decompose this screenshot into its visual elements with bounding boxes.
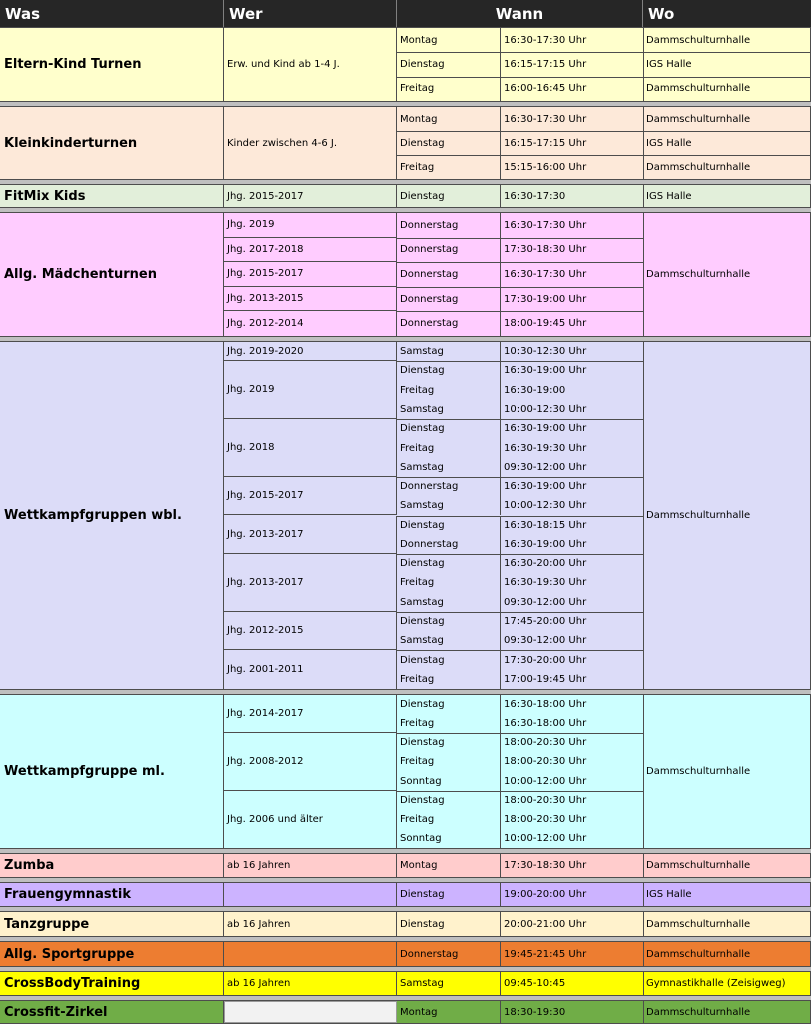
group-allg-madchenturnen [0, 212, 811, 337]
time-cell: 16:30-19:30 Uhr [504, 577, 587, 589]
day-cell: Donnerstag [397, 311, 501, 336]
day-cell: Freitag [397, 714, 501, 733]
time-cell: 16:30-17:30 [504, 190, 566, 202]
day-cell: Samstag [397, 972, 501, 995]
wo-cell: IGS Halle [643, 185, 811, 207]
header-wer: Wer [224, 0, 397, 27]
was-cell: Wettkampfgruppe ml. [0, 695, 224, 848]
time-cell: 16:30-17:30 Uhr [504, 268, 587, 280]
day-cell: Donnerstag [397, 213, 501, 238]
time-cell: 16:30-19:00 Uhr [504, 481, 587, 493]
time-cell: 15:15-16:00 Uhr [504, 161, 587, 173]
wer-cell: Jhg. 2019 [224, 213, 397, 238]
group-wettkampfgruppen-wbl [0, 341, 811, 690]
day-cell: Dienstag [397, 695, 501, 714]
time-cell: 16:30-19:00 Uhr [504, 423, 587, 435]
group-allg-sportgruppe [0, 941, 811, 967]
group-eltern-kind-turnen [0, 27, 811, 102]
wer-cell: Jhg. 2013-2017 [224, 516, 397, 555]
was-cell: Wettkampfgruppen wbl. [0, 342, 224, 689]
wer-cell: ab 16 Jahren [224, 912, 397, 936]
was-cell: Eltern-Kind Turnen [0, 28, 224, 101]
time-cell: 16:30-17:30 Uhr [504, 113, 587, 125]
wer-cell: Jhg. 2018 [224, 419, 397, 477]
time-cell: 09:30-12:00 Uhr [504, 461, 587, 473]
day-cell: Dienstag [397, 361, 501, 380]
time-cell: 16:30-19:00 Uhr [504, 365, 587, 377]
wer-cell: Jhg. 2019 [224, 361, 397, 419]
time-cell: 17:00-19:45 Uhr [504, 673, 587, 685]
day-cell: Freitag [397, 573, 501, 592]
day-cell: Donnerstag [397, 262, 501, 287]
day-cell: Dienstag [397, 650, 501, 669]
wo-cell: Dammschulturnhalle [643, 695, 811, 848]
time-cell: 17:30-19:00 Uhr [504, 293, 587, 305]
time-cell: 18:00-19:45 Uhr [504, 318, 587, 330]
wo-cell: Dammschulturnhalle [643, 77, 811, 101]
day-cell: Samstag [397, 342, 501, 361]
day-cell: Montag [397, 28, 501, 52]
time-cell: 19:45-21:45 Uhr [504, 948, 587, 960]
time-cell: 16:00-16:45 Uhr [504, 83, 587, 95]
day-cell: Dienstag [397, 131, 501, 155]
wer-cell [224, 883, 397, 906]
wer-cell: ab 16 Jahren [224, 854, 397, 877]
time-cell: 16:15-17:15 Uhr [504, 137, 587, 149]
time-cell: 09:30-12:00 Uhr [504, 596, 587, 608]
day-cell: Dienstag [397, 912, 501, 936]
group-zumba [0, 853, 811, 878]
wo-cell: Dammschulturnhalle [643, 155, 811, 179]
was-cell: CrossBodyTraining [0, 972, 224, 995]
day-cell: Dienstag [397, 883, 501, 906]
time-cell: 18:00-20:30 Uhr [504, 737, 587, 749]
wo-cell: Dammschulturnhalle [643, 942, 811, 966]
day-cell: Freitag [397, 155, 501, 179]
was-cell: Tanzgruppe [0, 912, 224, 936]
day-cell: Samstag [397, 496, 501, 515]
was-cell: FitMix Kids [0, 185, 224, 207]
wo-cell: IGS Halle [643, 52, 811, 76]
time-cell: 16:30-18:15 Uhr [504, 519, 587, 531]
wo-cell: IGS Halle [643, 883, 811, 906]
wer-cell [224, 942, 397, 966]
wo-cell: Dammschulturnhalle [643, 854, 811, 877]
group-wettkampfgruppe-ml [0, 694, 811, 849]
wo-cell: Dammschulturnhalle [643, 912, 811, 936]
time-cell: 18:00-20:30 Uhr [504, 813, 587, 825]
time-cell: 10:00-12:30 Uhr [504, 500, 587, 512]
time-cell: 16:30-17:30 Uhr [504, 34, 587, 46]
day-cell: Montag [397, 1001, 501, 1023]
time-cell: 18:00-20:30 Uhr [504, 794, 587, 806]
time-cell: 16:30-20:00 Uhr [504, 558, 587, 570]
day-cell: Freitag [397, 438, 501, 457]
day-cell: Dienstag [397, 516, 501, 535]
time-cell: 10:00-12:30 Uhr [504, 403, 587, 415]
was-cell: Crossfit-Zirkel [0, 1001, 224, 1023]
time-cell: 16:30-18:00 Uhr [504, 718, 587, 730]
day-cell: Montag [397, 107, 501, 131]
day-cell: Dienstag [397, 791, 501, 810]
time-cell: 10:00-12:00 Uhr [504, 832, 587, 844]
group-crossfit-zirkel [0, 1000, 811, 1024]
was-cell: Allg. Mädchenturnen [0, 213, 224, 336]
time-cell: 18:00-20:30 Uhr [504, 756, 587, 768]
day-cell: Sonntag [397, 829, 501, 848]
time-cell: 10:00-12:00 Uhr [504, 775, 587, 787]
group-tanzgruppe [0, 911, 811, 937]
wer-cell: Jhg. 2012-2015 [224, 612, 397, 651]
wer-cell: Jhg. 2001-2011 [224, 650, 397, 689]
time-cell: 17:30-18:30 Uhr [504, 244, 587, 256]
day-cell: Dienstag [397, 612, 501, 631]
header-wann: Wann [397, 0, 643, 27]
was-cell: Zumba [0, 854, 224, 877]
wer-cell: Jhg. 2012-2014 [224, 311, 397, 336]
day-cell: Freitag [397, 670, 501, 689]
day-cell: Freitag [397, 810, 501, 829]
day-cell: Dienstag [397, 554, 501, 573]
wer-cell: ab 16 Jahren [224, 972, 397, 995]
group-kleinkinderturnen [0, 106, 811, 180]
day-cell: Freitag [397, 381, 501, 400]
day-cell: Sonntag [397, 772, 501, 791]
day-cell: Montag [397, 854, 501, 877]
header-wo: Wo [643, 0, 811, 27]
time-cell: 16:30-19:30 Uhr [504, 442, 587, 454]
wer-cell: Jhg. 2015-2017 [224, 185, 397, 207]
day-cell: Samstag [397, 631, 501, 650]
time-cell: 09:45-10:45 [504, 978, 566, 989]
was-cell: Frauengymnastik [0, 883, 224, 906]
wo-cell: Dammschulturnhalle [643, 342, 811, 689]
wo-cell: Dammschulturnhalle [643, 213, 811, 336]
time-cell: 16:30-19:00 [504, 384, 566, 396]
wer-cell: Jhg. 2015-2017 [224, 262, 397, 287]
time-cell: 10:30-12:30 Uhr [504, 346, 587, 358]
wer-cell: Kinder zwischen 4-6 J. [224, 107, 397, 179]
wer-cell: Jhg. 2017-2018 [224, 238, 397, 263]
time-cell: 16:30-19:00 Uhr [504, 538, 587, 550]
wer-cell: Jhg. 2006 und älter [224, 791, 397, 848]
day-cell: Donnerstag [397, 238, 501, 263]
time-cell: 17:30-20:00 Uhr [504, 654, 587, 666]
wer-cell: Jhg. 2013-2017 [224, 554, 397, 612]
time-cell: 19:00-20:00 Uhr [504, 889, 587, 900]
group-fitmix-kids [0, 184, 811, 208]
time-cell: 18:30-19:30 [504, 1006, 566, 1018]
day-cell: Donnerstag [397, 287, 501, 312]
wer-cell: Jhg. 2014-2017 [224, 695, 397, 733]
was-cell: Kleinkinderturnen [0, 107, 224, 179]
time-cell: 17:30-18:30 Uhr [504, 860, 587, 871]
wer-cell: Jhg. 2015-2017 [224, 477, 397, 516]
time-cell: 16:30-17:30 Uhr [504, 219, 587, 231]
wer-cell: Jhg. 2013-2015 [224, 287, 397, 312]
header-was: Was [0, 0, 224, 27]
time-cell: 20:00-21:00 Uhr [504, 918, 587, 930]
wer-cell: Jhg. 2008-2012 [224, 733, 397, 790]
wo-cell: Dammschulturnhalle [643, 107, 811, 131]
day-cell: Samstag [397, 400, 501, 419]
day-cell: Samstag [397, 593, 501, 612]
was-cell: Allg. Sportgruppe [0, 942, 224, 966]
day-cell: Dienstag [397, 185, 501, 207]
wo-cell: Dammschulturnhalle [643, 1001, 811, 1023]
time-cell: 16:15-17:15 Uhr [504, 58, 587, 70]
time-cell: 09:30-12:00 Uhr [504, 635, 587, 647]
day-cell: Freitag [397, 752, 501, 771]
time-cell: 16:30-18:00 Uhr [504, 699, 587, 711]
group-frauengymnastik [0, 882, 811, 907]
day-cell: Dienstag [397, 733, 501, 752]
wer-cell: Erw. und Kind ab 1-4 J. [224, 28, 397, 101]
day-cell: Donnerstag [397, 942, 501, 966]
time-cell: 17:45-20:00 Uhr [504, 616, 587, 627]
wo-cell: Dammschulturnhalle [643, 28, 811, 52]
day-cell: Dienstag [397, 52, 501, 76]
day-cell: Donnerstag [397, 477, 501, 496]
day-cell: Freitag [397, 77, 501, 101]
wo-cell: IGS Halle [643, 131, 811, 155]
group-crossbodytraining [0, 971, 811, 996]
day-cell: Dienstag [397, 419, 501, 438]
wer-cell: Jhg. 2019-2020 [224, 342, 397, 361]
day-cell: Donnerstag [397, 535, 501, 554]
wo-cell: Gymnastikhalle (Zeisigweg) [643, 972, 811, 995]
day-cell: Samstag [397, 458, 501, 477]
wer-cell [224, 1001, 397, 1023]
